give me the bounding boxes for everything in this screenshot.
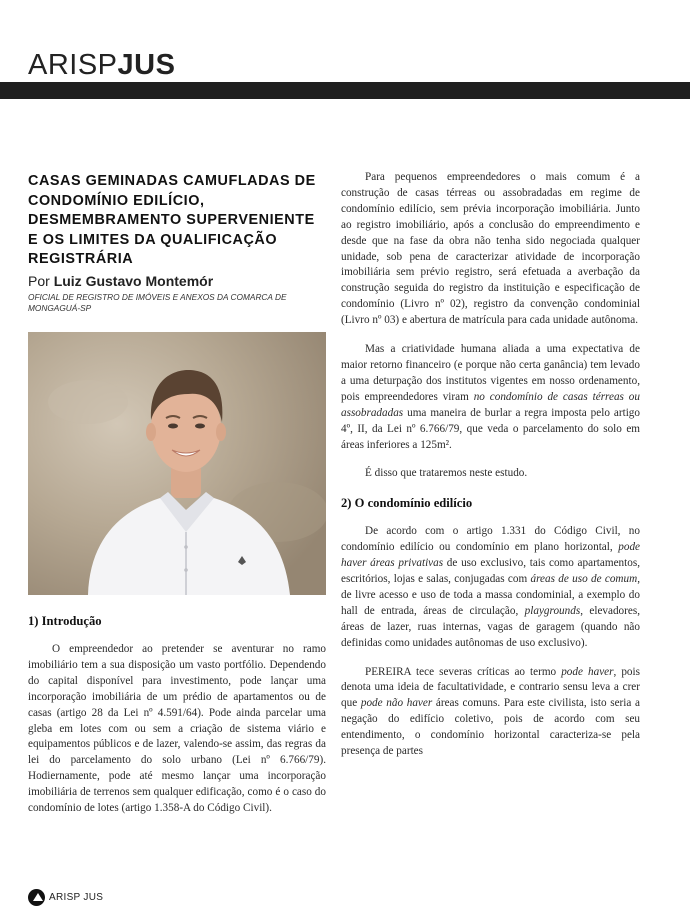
text-run: , elevadores, áreas de lazer, ruas internas, vagas de garagem (quando não definidas como unidades autônomas de uso exclusivo). (341, 604, 640, 649)
emphasis-run: playgrounds (524, 604, 581, 617)
emphasis-run: pode haver (561, 665, 614, 678)
paragraph-introduction: O empreendedor ao pretender se aventurar no ramo imobiliário tem a sua disposição um vasto portfólio. Dependendo do capital disponível para investimento, pode lançar uma incorporação imobiliária de um prédio de apartamentos ou de casas (artigo 28 da Lei nº 4.591/64). Pode ainda parcelar uma gleba em lotes com ou sem a criação de sistema viário e equipamentos públicos e de lazer, valendo-se assim, das regras da lei do parcelamento do solo urbano (Lei nº 6.766/79). Hodiernamente, pode até mesmo lançar uma incorporação imobiliária de terrenos sem qualquer edificação, como é o caso do condomínio de lotes (artigo 1.358-A do Código Civil). (28, 642, 326, 815)
paragraph-small-entrepreneurs: Para pequenos empreendedores o mais comum é a construção de casas térreas ou assobradadas em regime de condomínio edilício, sem prévia incorporação imobiliária. Junto ao registro imobiliário, após a conclusão do empreendimento e desde que na fase da obra não tenha sido negociada qualquer unidade, sob pena de caracterizar atividade de incorporação imobiliária sem prévio registro, será efetuada a averbação da construção seguida do registro da instituição e especificação de condomínio (Livro nº 02), registro da convenção condominial (Livro nº 03) e abertura de matrícula para cada unidade autônoma. (341, 171, 640, 327)
emphasis-run: pode não haver (360, 697, 433, 710)
header-bar (0, 82, 690, 99)
text-run: , de livre acesso e uso de toda a massa condominial, a exemplo do hall de entrada, áreas de circulação, (341, 573, 640, 617)
text-run: De acordo com o artigo 1.331 do Código Civil, no condomínio edilício ou condomínio em plano horizontal, (341, 525, 640, 554)
brand-logo (28, 48, 175, 82)
left-column (28, 170, 326, 817)
right-column (341, 170, 640, 760)
author-photo (28, 332, 326, 595)
brand-logo-bold: JUS (117, 49, 176, 81)
byline (28, 272, 326, 290)
emphasis-run: áreas de uso de comum (530, 573, 638, 586)
section-heading-introduction: 1) Introdução (28, 613, 102, 628)
footer-brand: ARISP JUS (49, 892, 104, 903)
text-run: Mas a criatividade humana aliada a uma expectativa de maior retorno financeiro (e porque não certa ganância) tem levado a uma deturpação dos institutos vigentes em nosso ordenamento, pois empreendedores viram (341, 343, 640, 403)
author-affiliation: OFICIAL DE REGISTRO DE IMÓVEIS E ANEXOS DA COMARCA DE MONGAGUÁ-SP (28, 291, 287, 313)
article-title: CASAS GEMINADAS CAMUFLADAS DE CONDOMÍNIO EDILÍCIO, DESMEMBRAMENTO SUPERVENIENTE E OS LIMITES DA QUALIFICAÇÃO REGISTRÁRIA (28, 173, 316, 268)
text-run: de uso exclusivo, tais como apartamentos, escritórios, lojas e salas, conjugadas com (341, 557, 640, 586)
paragraph-pereira (341, 665, 640, 760)
author-name: Luiz Gustavo Montemór (53, 272, 214, 289)
author-portrait-illustration (28, 332, 326, 595)
text-run: áreas comuns. Para este civilista, isto seria a negação do edifício coletivo, pois de acordo com seu entendimento, o condomínio horizontal caracteriza-se pela presença de partes (341, 697, 640, 758)
footer-logo-icon (28, 889, 45, 906)
text-run: , pois denota uma ideia de facultatividade, e contrario sensu leva a crer que (341, 665, 640, 710)
section-heading-condominium: 2) O condomínio edilício (341, 496, 473, 511)
emphasis-run: pode haver áreas privativas (341, 541, 640, 570)
paragraph-study-scope: É disso que trataremos neste estudo. (365, 467, 528, 480)
text-run: uma maneira de burlar a regra imposta pelo artigo 4º, II, da Lei nº 6.766/79, que veda o parcelamento do solo em áreas inferiores a 125m². (341, 406, 640, 451)
paragraph-civil-code (341, 524, 640, 651)
text-run: PEREIRA tece severas críticas ao termo (365, 665, 562, 678)
byline-prefix: Por (28, 272, 54, 289)
emphasis-run: no condomínio de casas térreas ou assobradadas (341, 390, 640, 419)
brand-logo-light: ARISP (28, 49, 118, 81)
page-footer (28, 889, 103, 906)
paragraph-creativity (341, 342, 640, 453)
